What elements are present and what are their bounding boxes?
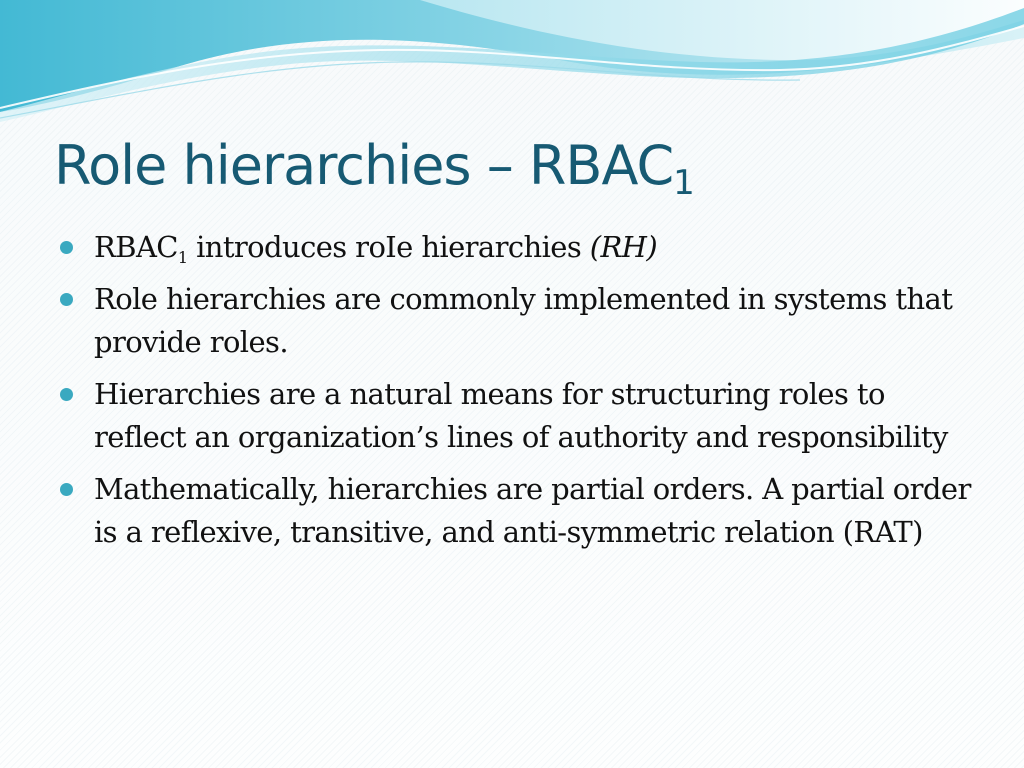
bullet-item: [60, 278, 980, 364]
bullet-item: [60, 468, 980, 554]
slide-title: [54, 128, 694, 204]
bullet-icon: [60, 388, 73, 401]
bullet-text: Role hierarchies are commonly implemented in systems that provide roles.: [94, 282, 953, 359]
bullet-icon: [60, 293, 73, 306]
bullet-item: [60, 226, 980, 269]
slide-title-text: Role hierarchies – RBAC: [54, 134, 674, 197]
bullet-italic-abbrev: (RH): [589, 230, 658, 264]
bullet-icon: [60, 241, 73, 254]
bullet-text: Hierarchies are a natural means for structuring roles to reflect an organization’s lines of authority and responsibility: [94, 377, 948, 454]
bullet-icon: [60, 483, 73, 496]
bullet-prefix: RBAC: [94, 230, 178, 264]
bullet-list: [60, 226, 980, 563]
wave-decoration: [0, 0, 1024, 130]
bullet-text: Mathematically, hierarchies are partial orders. A partial order is a reflexive, transitive, and anti-symmetric relation (RAT): [94, 472, 971, 549]
bullet-prefix-subscript: 1: [177, 248, 188, 267]
bullet-text: introduces roIe hierarchies: [187, 230, 590, 264]
bullet-item: [60, 373, 980, 459]
slide-title-subscript: 1: [673, 163, 694, 203]
